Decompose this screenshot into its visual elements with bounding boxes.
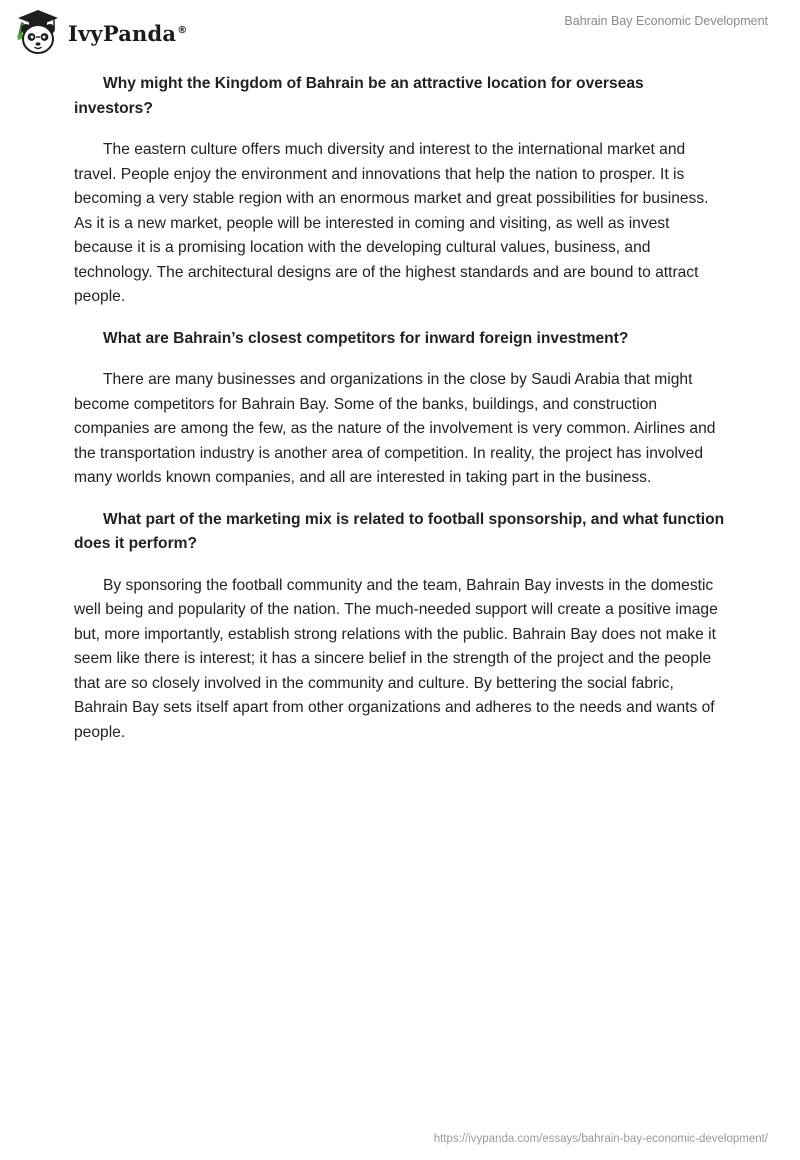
brand-name: IvyPanda® xyxy=(68,20,188,46)
panda-graduate-icon xyxy=(14,8,62,56)
section-answer: The eastern culture offers much diversity and interest to the international market and travel. People enjoy the environment and innovations that help the nation to prosper. It is becoming a very stable region with an enormous market and great possibilities for business. As it is a new market, people will be interested in coming and visiting, as well as invest because it is a promising location with the developing cultural values, business, and technology. The architectural designs are of the highest standards and are bound to attract people. xyxy=(74,141,709,305)
page-header xyxy=(0,0,800,70)
section-question: What are Bahrain’s closest competitors for inward foreign investment? xyxy=(103,329,629,347)
document-title: Bahrain Bay Economic Development xyxy=(564,14,768,28)
section-answer: By sponsoring the football community and the team, Bahrain Bay invests in the domestic well being and popularity of the nation. The much-needed support will create a positive image but, more importantly, establish strong relations with the public. Bahrain Bay does not make it seem like there is interest; it has a sincere belief in the strength of the project and the people that are so closely involved in the community and culture. By bettering the social fabric, Bahrain Bay sets itself apart from other organizations and adheres to the needs and wants of people. xyxy=(74,576,718,741)
section-question: What part of the marketing mix is related to football sponsorship, and what function does it perform? xyxy=(74,510,725,552)
section-question: Why might the Kingdom of Bahrain be an attractive location for overseas investors? xyxy=(74,75,644,117)
essay-body xyxy=(74,72,726,762)
section-answer: There are many businesses and organizations in the close by Saudi Arabia that might become competitors for Bahrain Bay. Some of the banks, buildings, and construction companies are among the few, as the nature of the involvement is very common. Airlines and the transportation industry is another area of competition. In reality, the project has involved many worlds known companies, and all are interested in taking part in the business. xyxy=(74,371,716,486)
source-url[interactable]: https://ivypanda.com/essays/bahrain-bay-economic-development/ xyxy=(433,1133,768,1145)
registered-mark: ® xyxy=(177,24,188,36)
brand-logo[interactable] xyxy=(14,8,187,56)
